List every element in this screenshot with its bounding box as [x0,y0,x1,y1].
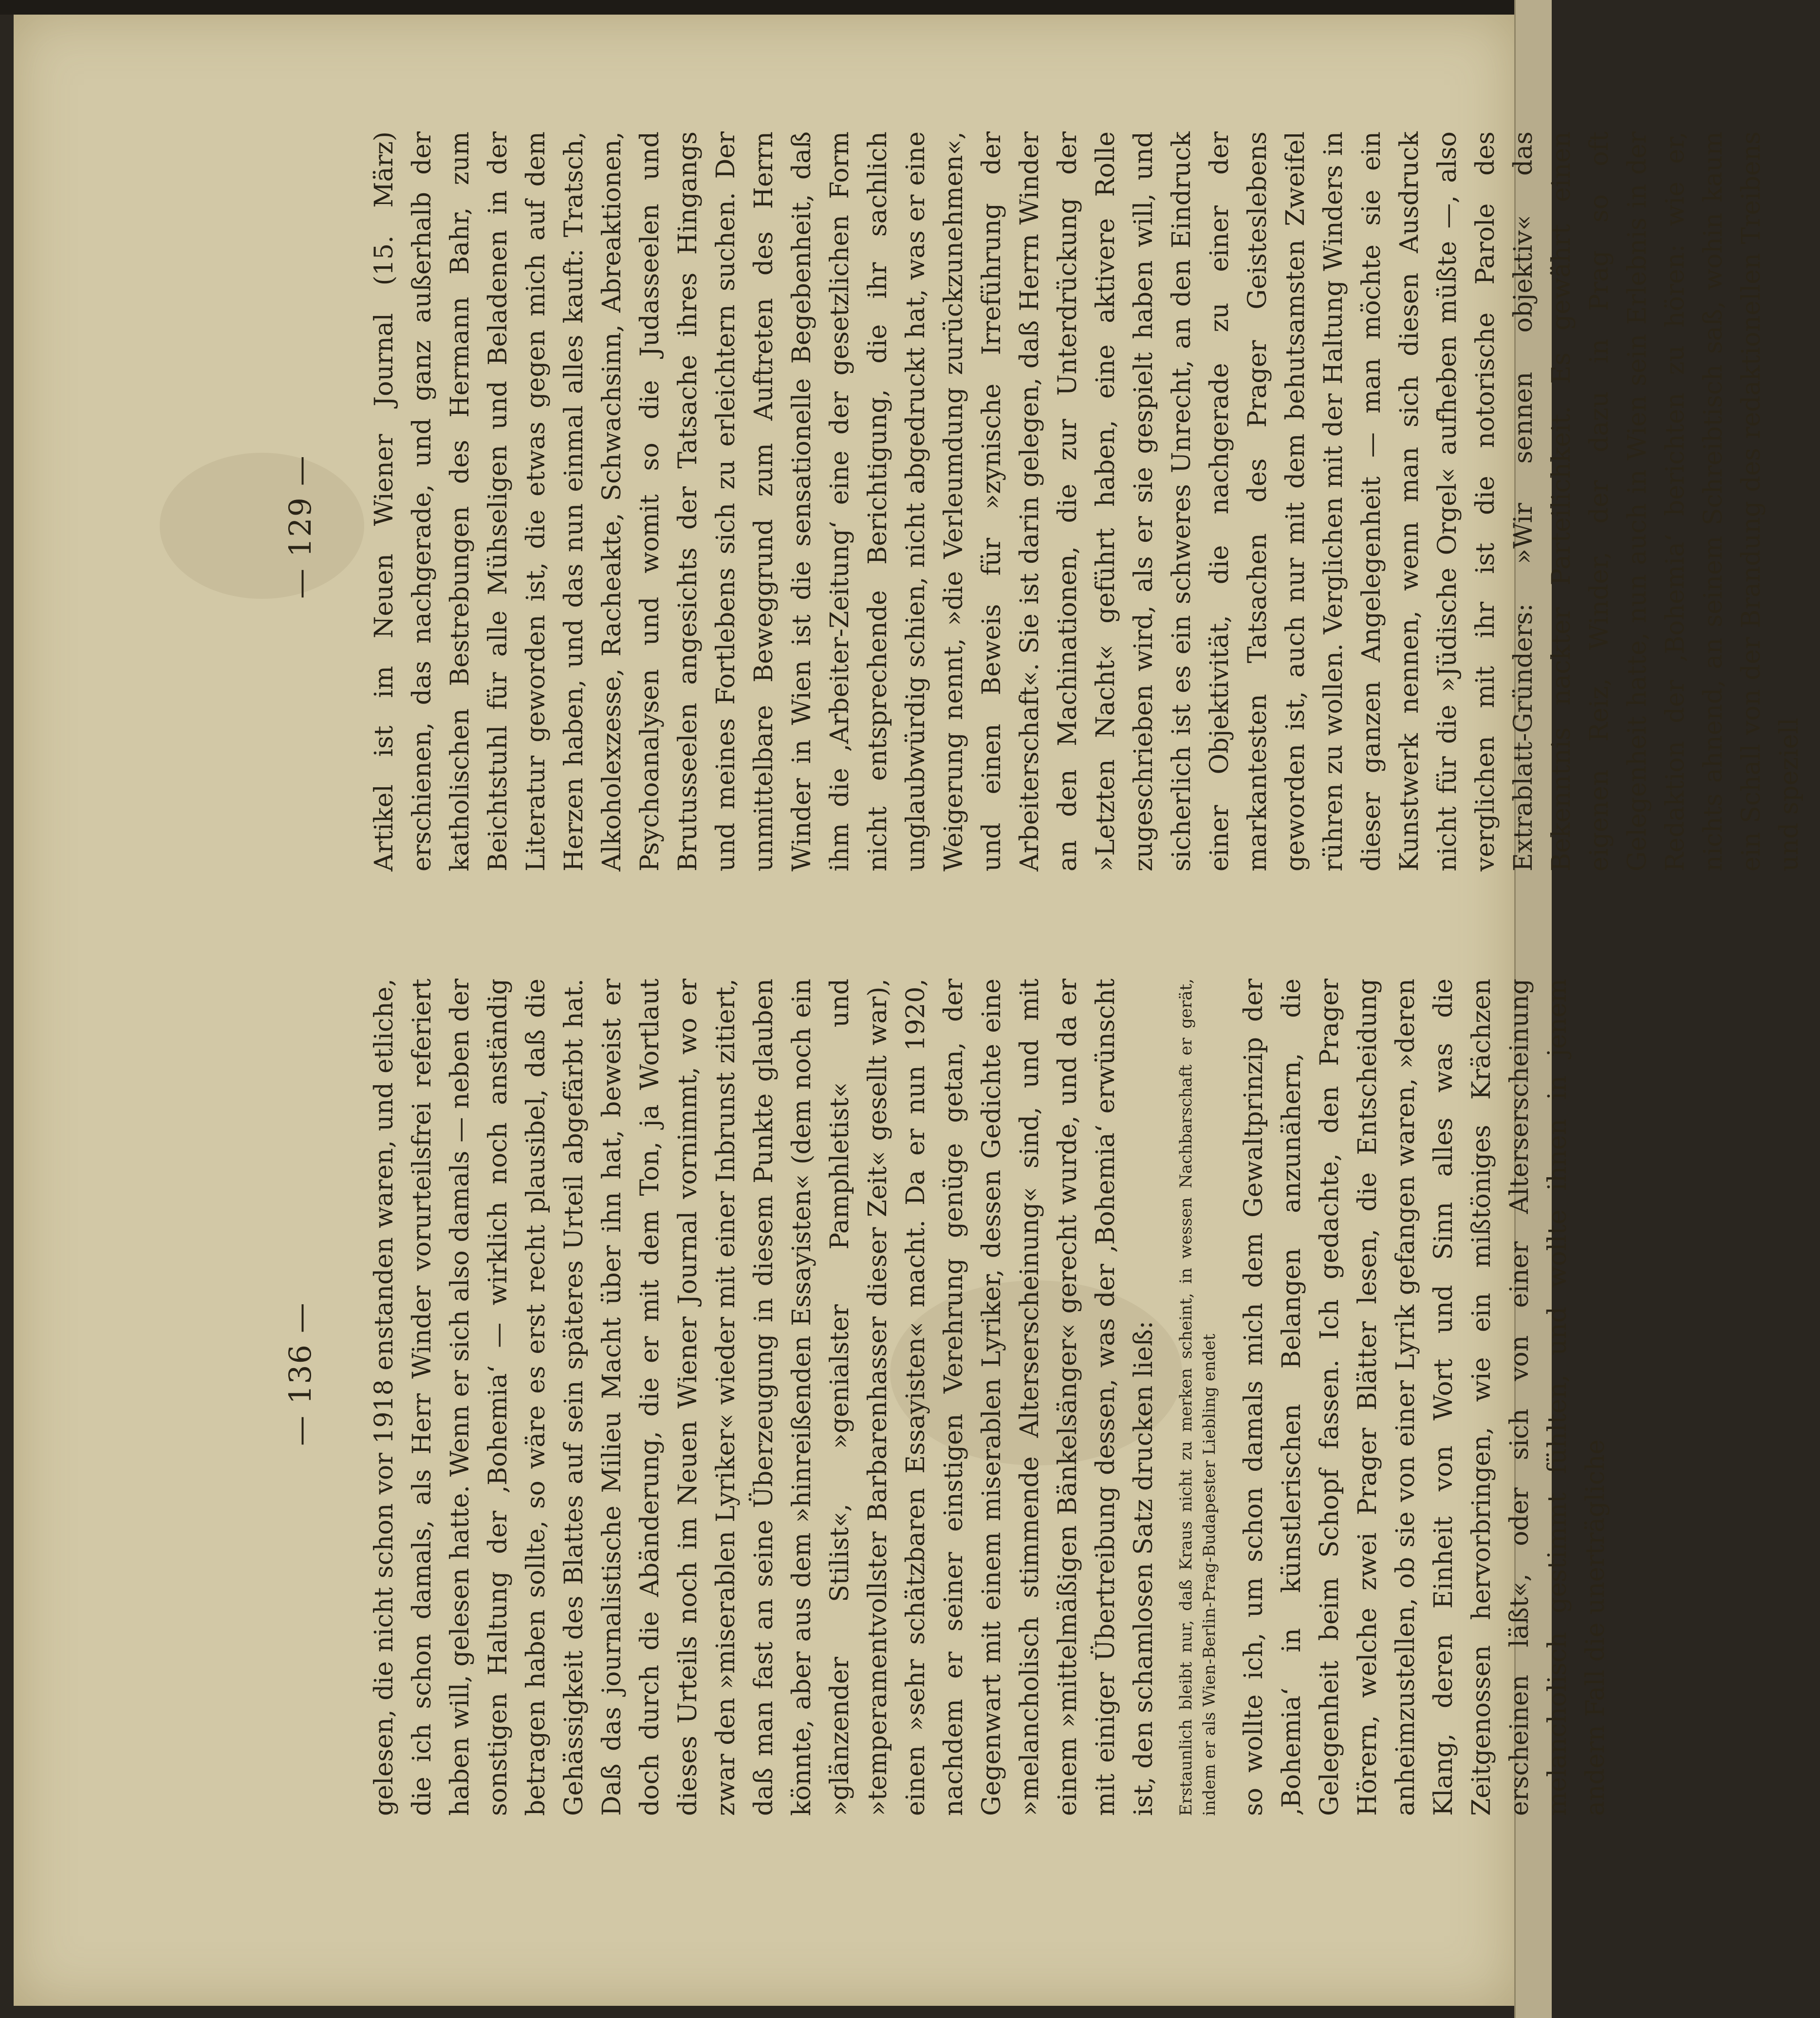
right-column [365,131,1820,871]
page-number-left: — 136 — [282,1302,318,1446]
scan-top-border [0,0,1550,15]
left-paragraph-2: so wollte ich, um schon damals mich dem Gewaltprinzip der ‚Bohemia‘ in künstlerischen Belangen anzunähern, die Gelegenheit beim Schopf fassen. Ich gedachte, den Prager Hörern, welche zwei Prager Blätter lesen, die Entscheidung anheimzustellen, ob sie von einer Lyrik gefangen waren, »deren Klang, deren Einheit von Wort und Sinn alles was die Zeitgenossen hervorbringen, wie ein mißtöniges Krächzen erscheinen läßt«, oder sich von einer Alterserscheinung melancholisch gestimmt fühlten, und wollte ihnen in jenem andern Fall die unerträgliche [1239,979,1610,1816]
left-footnote: Erstaunlich bleibt nur, daß Kraus nicht zu merken scheint, in wessen Nachbarschaft er gerät, indem er als Wien-Berlin-Prag-Budapester Liebling endet [1176,979,1219,1816]
page-number-right: — 129 — [282,455,318,599]
left-paragraph-1: gelesen, die nicht schon vor 1918 enstanden waren, und etliche, die ich schon damals, als Herr Winder vorurteilsfrei referiert haben will, gelesen hatte. Wenn er sich also damals — neben der sonstigen Haltung der ‚Bohemia‘ — wirklich noch anständig betragen haben sollte, so wäre es erst recht plausibel, daß die Gehässigkeit des Blattes auf sein späteres Urteil abgefärbt hat. Daß das journalistische Milieu Macht über ihn hat, beweist er doch durch die Abänderung, die er mit dem Ton, ja Wortlaut dieses Urteils noch im Neuen Wiener Journal vornimmt, wo er zwar den »miserablen Lyriker« wieder mit einer Inbrunst zitiert, daß man fast an seine Überzeugung in diesem Punkte glauben könnte, aber aus dem »hinreißenden Essayisten« (dem noch ein »glänzender Stilist«, »genialster Pamphletist« und »temperamentvollster Barbarenhasser dieser Zeit« gesellt war), einen »sehr schätzbaren Essayisten« macht. Da er nun 1920, nachdem er seiner einstigen Verehrung genüge getan, der Gegenwart mit einem miserablen Lyriker, dessen Gedichte eine »melancholisch stimmende Alterserscheinung« sind, und mit einem »mittelmäßigen Bänkelsänger« gerecht wurde, und da er mit einiger Übertreibung dessen, was der ‚Bohemia‘ erwünscht ist, den schamlosen Satz drucken ließ: [370,979,1158,1816]
right-paragraph-1: Artikel ist im Neuen Wiener Journal (15. März) erschienen, das nachgerade, und ganz außerhalb der katholischen Bestrebungen des Hermann Bahr, zum Beichtstuhl für alle Mühseligen und Beladenen in der Literatur geworden ist, die etwas gegen mich auf dem Herzen haben, und das nun einmal alles kauft: Tratsch, Alkoholexzesse, Racheakte, Schwachsinn, Abreaktionen, Psychoanalysen und womit so die Judasseelen und Brutusseelen angesichts der Tatsache ihres Hingangs und meines Fortlebens sich zu erleichtern suchen. Der unmittelbare Beweggrund zum Auftreten des Herrn Winder in Wien ist die sensationelle Begebenheit, daß ihm die ‚Arbeiter-Zeitung‘ eine der gesetzlichen Form nicht entsprechende Berichtigung, die ihr sachlich unglaubwürdig schien, nicht abgedruckt hat, was er eine Weigerung nennt, »die Verleumdung zurückzunehmen«, und einen Beweis für »zynische Irreführung der Arbeiterschaft«. Sie ist darin gelegen, daß Herrn Winder an den Machinationen, die zur Unterdrückung der »Letzten Nacht« geführt haben, eine aktivere Rolle zugeschrieben wird, als er sie gespielt haben will, und sicherlich ist es ein schweres Unrecht, an den Eindruck einer Objektivität, die nachgerade zu einer der markantesten Tatsachen des Prager Geisteslebens geworden ist, auch nur mit dem behutsamsten Zweifel rühren zu wollen. Verglichen mit der Haltung Winders in dieser ganzen Angelegenheit — man möchte sie ein Kunstwerk nennen, wenn man sich diesen Ausdruck nicht für die »Jüdische Orgel« aufheben müßte —, also verglichen mit ihr ist die notorische Parole des Extrablatt-Gründers: »Wir sennen objektiv« das Bekenntnis nackter Parteilichkeit. Es gewährt einen eigenen Reiz, Winder, der dazu in Prag so oft Gelegenheit hatte, nun auch in Wien sein Erlebnis in der Redaktion der ‚Bohemia‘ berichten zu hören: wie er, nichts ahnend, an seinem Schreibtisch saß, wohin kaum ein Schall von der Brandung des redaktionellen Treibens und speziell [370,131,1804,871]
left-column [365,979,1626,1816]
rotated-page-content [278,122,1804,1845]
